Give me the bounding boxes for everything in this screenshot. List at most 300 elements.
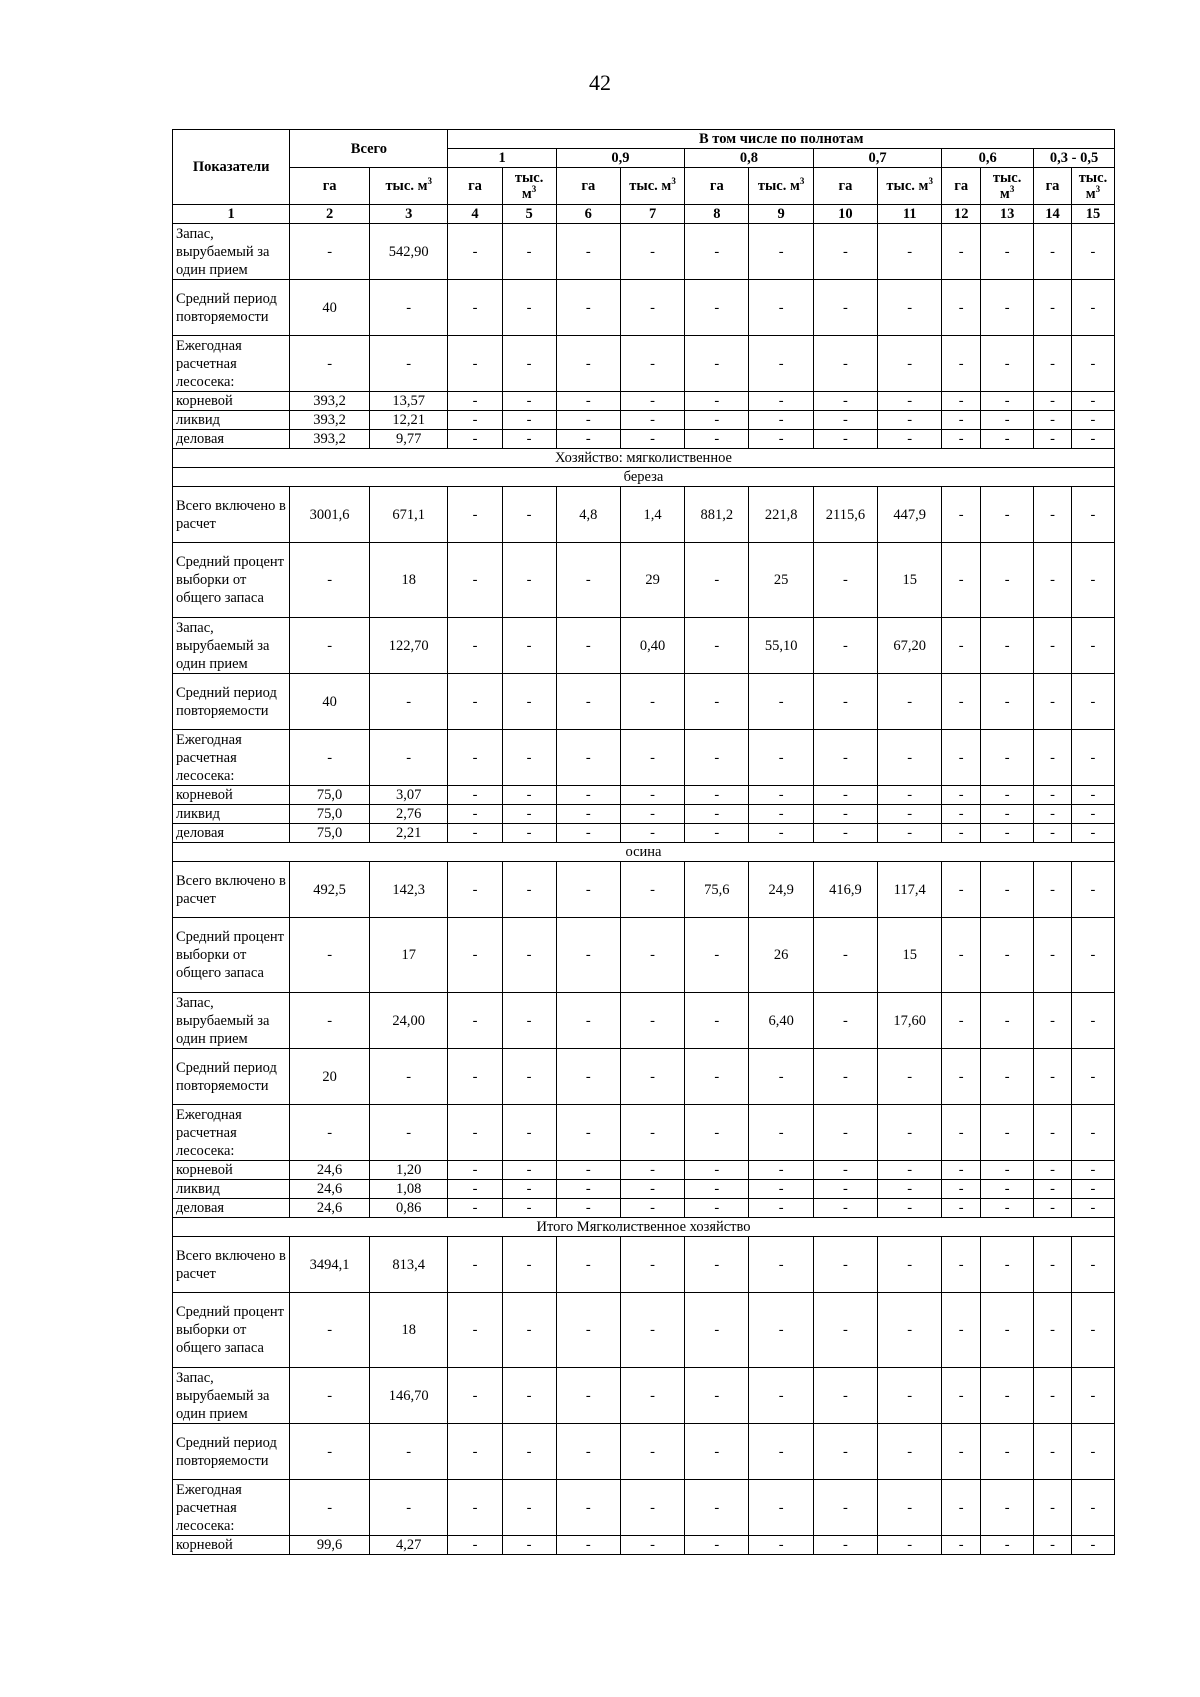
table-cell: - (813, 993, 877, 1049)
table-cell: - (1034, 805, 1072, 824)
table-cell: - (502, 543, 556, 618)
table-cell: - (942, 280, 981, 336)
table-cell: - (1034, 993, 1072, 1049)
table-cell: 2,76 (369, 805, 448, 824)
table-cell: 55,10 (749, 618, 813, 674)
table-cell: - (290, 1368, 370, 1424)
table-cell: - (620, 674, 684, 730)
table-cell: 29 (620, 543, 684, 618)
table-cell: - (685, 392, 749, 411)
table-cell: - (942, 411, 981, 430)
table-cell: - (813, 730, 877, 786)
table-cell: 393,2 (290, 430, 370, 449)
table-cell: - (620, 430, 684, 449)
row-label: Средний процент выборки от общего запаса (173, 918, 290, 993)
table-cell: - (502, 1180, 556, 1199)
header-unit-volume: тыс. $м^3$ (1071, 168, 1114, 205)
header-density-0-3-0-5: 0,3 - 0,5 (1034, 149, 1115, 168)
table-cell: 1,4 (620, 487, 684, 543)
table-row (173, 224, 1115, 280)
table-cell: - (942, 336, 981, 392)
table-cell: - (448, 862, 502, 918)
table-cell: - (1071, 430, 1114, 449)
table-cell: - (1071, 862, 1114, 918)
header-unit-ha: га (1034, 168, 1072, 205)
table-row (173, 618, 1115, 674)
table-cell: - (1034, 1105, 1072, 1161)
section-title: Хозяйство: мягколиственное (173, 449, 1115, 468)
table-cell: - (620, 1237, 684, 1293)
table-cell: 18 (369, 1293, 448, 1368)
table-row (173, 674, 1115, 730)
table-cell: - (1034, 1536, 1072, 1555)
table-cell: - (1034, 824, 1072, 843)
table-cell: - (1034, 392, 1072, 411)
table-cell: - (448, 430, 502, 449)
table-cell: - (981, 824, 1034, 843)
table-cell: - (685, 336, 749, 392)
table-cell: - (749, 824, 813, 843)
row-label: Средний период повторяемости (173, 674, 290, 730)
section-title: береза (173, 468, 1115, 487)
header-density-0-9: 0,9 (556, 149, 685, 168)
table-cell: 2115,6 (813, 487, 877, 543)
table-cell: - (685, 1536, 749, 1555)
table-cell: - (502, 430, 556, 449)
table-cell: - (749, 1237, 813, 1293)
table-cell: - (290, 730, 370, 786)
table-cell: - (685, 1480, 749, 1536)
table-cell: - (813, 618, 877, 674)
table-cell: - (556, 730, 620, 786)
table-cell: - (878, 1368, 942, 1424)
table-cell: - (448, 918, 502, 993)
table-cell: - (813, 1480, 877, 1536)
table-cell: - (502, 224, 556, 280)
table-cell: - (556, 430, 620, 449)
table-cell: - (1071, 224, 1114, 280)
table-cell: - (1034, 1237, 1072, 1293)
table-cell: 142,3 (369, 862, 448, 918)
header-indicators: Показатели (173, 130, 290, 205)
table-cell: - (685, 224, 749, 280)
table-cell: 2,21 (369, 824, 448, 843)
table-cell: - (1034, 543, 1072, 618)
table-cell: - (813, 805, 877, 824)
table-cell: - (1034, 1293, 1072, 1368)
table-cell: - (1071, 674, 1114, 730)
table-cell: - (878, 1199, 942, 1218)
header-unit-volume: тыс. $м^3$ (749, 168, 813, 205)
header-by-density: В том числе по полнотам (448, 130, 1115, 149)
table-cell: 0,40 (620, 618, 684, 674)
table-cell: - (1034, 430, 1072, 449)
table-cell: - (556, 674, 620, 730)
table-cell: - (749, 1180, 813, 1199)
table-cell: 9,77 (369, 430, 448, 449)
table-cell: 24,6 (290, 1199, 370, 1218)
table-cell: - (685, 993, 749, 1049)
table-cell: - (942, 1536, 981, 1555)
table-cell: - (448, 1480, 502, 1536)
table-cell: - (685, 918, 749, 993)
table-row (173, 1480, 1115, 1536)
table-cell: - (749, 1536, 813, 1555)
table-cell: 393,2 (290, 392, 370, 411)
table-cell: - (556, 392, 620, 411)
table-cell: - (502, 280, 556, 336)
table-cell: 492,5 (290, 862, 370, 918)
table-cell: - (502, 805, 556, 824)
table-cell: 24,00 (369, 993, 448, 1049)
table-cell: - (749, 336, 813, 392)
table-cell: - (1034, 618, 1072, 674)
table-row (173, 730, 1115, 786)
table-cell: 40 (290, 280, 370, 336)
table-cell: 813,4 (369, 1237, 448, 1293)
table-cell: - (685, 730, 749, 786)
table-cell: - (620, 1105, 684, 1161)
page-number: 42 (589, 70, 611, 95)
table-cell: 75,0 (290, 786, 370, 805)
table-cell: - (981, 918, 1034, 993)
table-cell: - (1071, 1237, 1114, 1293)
table-cell: - (1034, 224, 1072, 280)
table-cell: 75,0 (290, 824, 370, 843)
table-cell: - (1071, 392, 1114, 411)
table-cell: - (749, 1199, 813, 1218)
table-cell: - (813, 786, 877, 805)
row-label: ликвид (173, 411, 290, 430)
table-cell: - (1071, 1293, 1114, 1368)
table-cell: - (369, 1049, 448, 1105)
table-cell: - (502, 1161, 556, 1180)
table-cell: - (878, 411, 942, 430)
header-density-0-8: 0,8 (685, 149, 814, 168)
table-cell: - (620, 1049, 684, 1105)
table-cell: - (369, 1424, 448, 1480)
table-cell: - (749, 1368, 813, 1424)
table-cell: - (502, 1293, 556, 1368)
table-row (173, 1161, 1115, 1180)
table-row (173, 805, 1115, 824)
table-cell: 3001,6 (290, 487, 370, 543)
table-cell: - (878, 805, 942, 824)
table-cell: - (620, 824, 684, 843)
table-cell: 0,86 (369, 1199, 448, 1218)
table-row (173, 430, 1115, 449)
table-cell: - (290, 543, 370, 618)
table-cell: - (942, 224, 981, 280)
table-cell: 15 (878, 918, 942, 993)
table-row (173, 1368, 1115, 1424)
table-row (173, 918, 1115, 993)
row-label: Запас, вырубаемый за один прием (173, 618, 290, 674)
table-cell: - (556, 1480, 620, 1536)
header-total: Всего (290, 130, 448, 168)
row-label: деловая (173, 824, 290, 843)
table-cell: - (1034, 862, 1072, 918)
table-cell: - (620, 862, 684, 918)
table-row (173, 543, 1115, 618)
table-cell: - (556, 824, 620, 843)
table-cell: - (448, 411, 502, 430)
header-unit-volume: тыс. $м^3$ (620, 168, 684, 205)
table-cell: - (290, 1424, 370, 1480)
table-cell: - (556, 1237, 620, 1293)
table-row (173, 1049, 1115, 1105)
table-cell: - (981, 1424, 1034, 1480)
column-number: 7 (620, 205, 684, 224)
table-cell: - (620, 918, 684, 993)
table-row (173, 1105, 1115, 1161)
table-cell: - (942, 1480, 981, 1536)
table-cell: 40 (290, 674, 370, 730)
section-row (173, 449, 1115, 468)
table-cell: - (749, 1293, 813, 1368)
table-cell: - (981, 1237, 1034, 1293)
table-cell: - (556, 993, 620, 1049)
row-label: Ежегодная расчетная лесосека: (173, 1105, 290, 1161)
table-cell: - (813, 430, 877, 449)
table-cell: - (813, 674, 877, 730)
table-cell: 24,6 (290, 1161, 370, 1180)
table-cell: - (749, 674, 813, 730)
row-label: Средний процент выборки от общего запаса (173, 1293, 290, 1368)
table-cell: - (942, 1424, 981, 1480)
table-cell: - (448, 786, 502, 805)
table-cell: - (685, 824, 749, 843)
table-cell: 447,9 (878, 487, 942, 543)
table-cell: - (620, 786, 684, 805)
table-cell: - (942, 1237, 981, 1293)
table-row (173, 411, 1115, 430)
table-cell: - (813, 1237, 877, 1293)
column-number: 3 (369, 205, 448, 224)
table-cell: - (685, 430, 749, 449)
table-cell: - (1071, 1199, 1114, 1218)
table-row (173, 392, 1115, 411)
row-label: Всего включено в расчет (173, 862, 290, 918)
table-cell: 221,8 (749, 487, 813, 543)
header-density-0-7: 0,7 (813, 149, 942, 168)
table-cell: - (448, 336, 502, 392)
table-cell: 17 (369, 918, 448, 993)
table-cell: - (620, 1424, 684, 1480)
table-cell: - (942, 786, 981, 805)
table-cell: - (981, 1180, 1034, 1199)
table-cell: - (448, 1237, 502, 1293)
table-cell: - (813, 1180, 877, 1199)
table-cell: - (981, 1049, 1034, 1105)
table-cell: - (685, 786, 749, 805)
row-label: деловая (173, 1199, 290, 1218)
table-cell: 4,8 (556, 487, 620, 543)
table-cell: - (290, 993, 370, 1049)
table-cell: - (981, 805, 1034, 824)
table-cell: - (502, 618, 556, 674)
row-label: ликвид (173, 1180, 290, 1199)
table-cell: - (878, 1237, 942, 1293)
column-number: 9 (749, 205, 813, 224)
table-cell: - (556, 543, 620, 618)
table-cell: - (620, 224, 684, 280)
table-row (173, 824, 1115, 843)
table-cell: - (290, 1293, 370, 1368)
table-cell: 26 (749, 918, 813, 993)
table-cell: - (502, 411, 556, 430)
table-cell: - (685, 1199, 749, 1218)
table-cell: - (620, 1180, 684, 1199)
table-cell: - (878, 786, 942, 805)
table-cell: - (981, 1368, 1034, 1424)
header-unit-ha: га (685, 168, 749, 205)
table-cell: - (556, 1105, 620, 1161)
table-cell: - (502, 1424, 556, 1480)
table-cell: 146,70 (369, 1368, 448, 1424)
table-cell: - (448, 824, 502, 843)
table-cell: - (685, 280, 749, 336)
table-row (173, 487, 1115, 543)
table-cell: - (448, 280, 502, 336)
table-cell: - (1034, 1424, 1072, 1480)
table-cell: 393,2 (290, 411, 370, 430)
table-cell: - (1071, 543, 1114, 618)
table-cell: - (502, 993, 556, 1049)
table-cell: - (1034, 786, 1072, 805)
header-unit-ha: га (556, 168, 620, 205)
table-cell: - (749, 430, 813, 449)
table-cell: - (749, 280, 813, 336)
table-cell: - (620, 993, 684, 1049)
table-cell: - (620, 1161, 684, 1180)
table-cell: - (942, 1293, 981, 1368)
table-cell: - (981, 1199, 1034, 1218)
forest-harvest-table (172, 129, 1115, 1555)
table-cell: - (448, 1368, 502, 1424)
table-cell: - (685, 1049, 749, 1105)
table-cell: - (556, 224, 620, 280)
table-cell: 75,0 (290, 805, 370, 824)
table-row (173, 280, 1115, 336)
table-cell: - (1071, 786, 1114, 805)
table-cell: - (502, 1049, 556, 1105)
column-number: 14 (1034, 205, 1072, 224)
row-label: ликвид (173, 805, 290, 824)
table-cell: - (749, 392, 813, 411)
table-cell: - (878, 1049, 942, 1105)
table-cell: - (448, 1180, 502, 1199)
table-row (173, 1536, 1115, 1555)
table-cell: 25 (749, 543, 813, 618)
table-cell: - (620, 805, 684, 824)
table-cell: - (556, 918, 620, 993)
table-cell: 18 (369, 543, 448, 618)
table-cell: - (448, 1424, 502, 1480)
table-cell: - (620, 280, 684, 336)
table-cell: - (502, 918, 556, 993)
table-cell: - (290, 224, 370, 280)
table-cell: - (942, 1105, 981, 1161)
table-cell: - (749, 1480, 813, 1536)
table-cell: - (502, 674, 556, 730)
table-cell: - (942, 487, 981, 543)
table-cell: 1,20 (369, 1161, 448, 1180)
table-cell: 542,90 (369, 224, 448, 280)
table-cell: - (448, 1293, 502, 1368)
table-cell: - (620, 730, 684, 786)
table-row (173, 1237, 1115, 1293)
table-cell: 416,9 (813, 862, 877, 918)
table-cell: - (502, 1368, 556, 1424)
table-cell: - (448, 224, 502, 280)
table-cell: - (620, 1536, 684, 1555)
row-label: Средний процент выборки от общего запаса (173, 543, 290, 618)
section-title: осина (173, 843, 1115, 862)
table-cell: - (685, 618, 749, 674)
table-cell: - (685, 674, 749, 730)
table-cell: - (1034, 280, 1072, 336)
table-cell: - (290, 1480, 370, 1536)
table-cell: - (942, 1161, 981, 1180)
table-cell: - (1071, 1536, 1114, 1555)
table-cell: - (981, 392, 1034, 411)
header-unit-volume: тыс. $м^3$ (502, 168, 556, 205)
table-cell: 3494,1 (290, 1237, 370, 1293)
table-cell: 117,4 (878, 862, 942, 918)
table-cell: - (502, 1480, 556, 1536)
table-cell: - (981, 730, 1034, 786)
table-cell: 13,57 (369, 392, 448, 411)
table-cell: - (502, 730, 556, 786)
table-cell: - (369, 336, 448, 392)
table-cell: - (556, 1180, 620, 1199)
table-cell: 24,6 (290, 1180, 370, 1199)
table-cell: - (620, 1293, 684, 1368)
header-unit-volume: тыс. $м^3$ (878, 168, 942, 205)
table-cell: 6,40 (749, 993, 813, 1049)
table-cell: - (981, 862, 1034, 918)
table-cell: - (1034, 411, 1072, 430)
table-cell: - (369, 674, 448, 730)
table-cell: - (448, 1199, 502, 1218)
table-cell: - (290, 618, 370, 674)
table-cell: - (1034, 918, 1072, 993)
table-cell: - (878, 730, 942, 786)
table-cell: - (981, 993, 1034, 1049)
table-cell: - (813, 1105, 877, 1161)
table-cell: - (813, 336, 877, 392)
table-cell: - (981, 1293, 1034, 1368)
table-cell: - (878, 430, 942, 449)
table-cell: 15 (878, 543, 942, 618)
table-cell: - (1071, 336, 1114, 392)
table-cell: - (448, 1161, 502, 1180)
table-cell: - (749, 1105, 813, 1161)
table-cell: - (1071, 1480, 1114, 1536)
table-cell: - (813, 824, 877, 843)
table-cell: - (942, 918, 981, 993)
table-cell: - (878, 674, 942, 730)
column-number: 13 (981, 205, 1034, 224)
table-cell: - (981, 618, 1034, 674)
table-row (173, 1199, 1115, 1218)
table-cell: 20 (290, 1049, 370, 1105)
table-cell: - (502, 1105, 556, 1161)
table-cell: - (556, 805, 620, 824)
table-cell: - (878, 224, 942, 280)
table-cell: - (620, 411, 684, 430)
